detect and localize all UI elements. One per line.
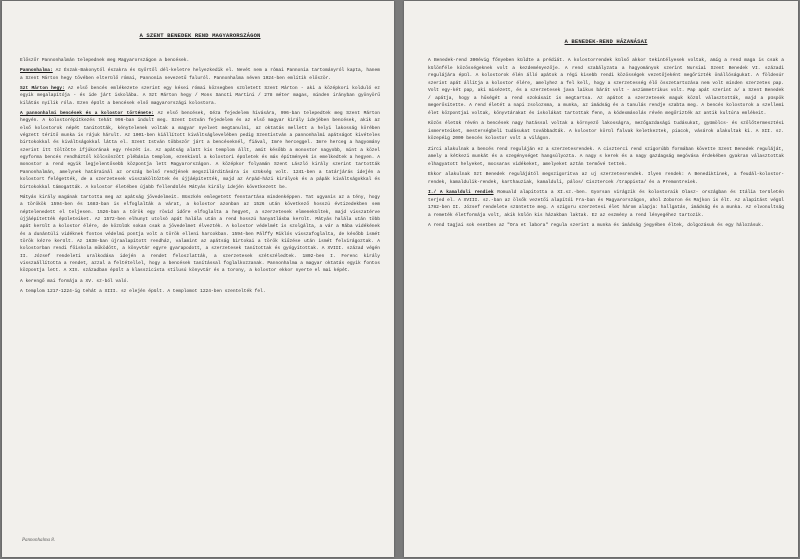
paragraph-text: Mátyás király magának tartotta meg az apátság jövedelmeit. Büszkén emlegetett fenntartása mindenképpen. Tat ugyanis az a tény, hogy a törökök 1594-ben és 1683-ban is elfoglalták a várat, a kolostor azonban az 1526 után következő hosszú évtizedekben sem néptelenedett el teljesen. 1526-ban a török egy rövid időre elfoglalta a hegyet, a szerzetesek elmenekültek, majd visszatérve újjáépítették épületeiket. Az 1572-ben elhunyt utolsó apát halála után a rend hosszú hanyatlásba került. Mátyás halála után több apát került a kolostor élére, de közülük sokan csak a jövedelmet élvezték. A kolostor védelmét is szolgálta, a vár a Rába vidékének és a dunántúli vidéknek fontos védelmi pontja volt a török elleni harcokban. 1594-ben Pálffy Miklós visszafoglalta, de később ismét török kézre került. Az 1638-ban újraalapított rendház, valamint az apátság birtokai a török kiűzése után ismét felvirágoztak. A kolostorban rendi főiskola működött, a könyvtár egyre gyarapodott, a szerzetesek tanítottak és gyógyítottak. A XVIII. század végén II. József rendeleti uralkodása idején a rendet feloszlatták, a szerzetesek szétszéledtek. 1802-ben I. Ferenc király visszaállította a rendet, azzal a feltétellel, hogy a bencések tanítással foglalkozzanak. Pannonhalma a magyar oktatás egyik fontos központja lett. A XIX. században épült a klasszicista stílusú könyvtár és a torony, a kolostor ekkor nyerte el mai képét. — [20, 194, 380, 274]
paragraph — [428, 189, 784, 219]
paragraph-text: Előszőr Pannonhalmán telepednek meg Magyarországon a bencések. — [20, 58, 190, 63]
right-page-title: A BENEDEK-REND HÁZANÁSAI — [564, 38, 648, 45]
paragraph-text: Zirci alakulnak a bencés rend reguláján ez a szerzetesrendek. A ciszterci rend szigorúbb formában követte Szent Benedek reguláját, amely a kétkezi munkát és a szegénységet hangsúlyozta. A nagy s kerek és a nagy gazdagság megóvása érdekében gyakran választottak elhagyatott helyeket, mocsaras vidékeket, amelyeket aztán termővé tettek. — [428, 146, 784, 167]
paragraph-text: Az Észak-Bakonytól északra és Győrtől dél-keletre helyezkedik el. Nevét nem a római Pannonia tartományról kapta, hanem a Szent Márton hegy tövében elterülő római, Pannonia nevezetű faluról. Pannonhalma néven 1924-ben említik először. — [20, 68, 380, 81]
paragraph — [428, 120, 784, 143]
handwritten-footnote: Pannonhalma 8. — [22, 538, 56, 543]
paragraph — [20, 278, 380, 285]
left-page-title: A SZENT BENEDEK REND MAGYARORSZÁGON — [139, 32, 261, 39]
paragraph — [428, 171, 784, 186]
paragraph-text: A Benedek-rend 300évig főnyeben küldte a prédiát. A kolostorrendek külső akkor tekintélyesek voltak, amíg a rend maga is csak a különféle közösségeknek volt a kezdeményezője. A rend szabályzata a hagyományok szerint Nursiai Szent Benedek VI. századi regulájára épül. A kolostorok élén álló apátok a régi kisebb rendi közösségek vezetőjeként megőrizték önállóságukat. A földesúr szerint apát állítja a kolostor élére, amelyhez a fel kell, hogy a szerzetesség élő összetartozása nem volt minden szerzetes pap. Volt egy-két pap, aki misézett, és a szerzetesek java laikus bárát volt - aszimmetrikus volt. Pap apát szerint a/ a Szent Benedek / apátja, hogy a hűségét a rend szokásait is megtartsa. Az apátot a szerzetesek maguk közül választották, majd a püspök megerősítette. A rend életét a napi zsolozsma, a munka, az imádság és a tanulás rendje szabta meg. A bencés kolostorok a szellemi élet központjai voltak, könyvtárakat és iskolákat tartottak fenn, a kódexmásolás révén megőrizték az antik kultúra emlékeit. — [428, 58, 784, 116]
paragraph — [428, 57, 784, 117]
paragraph — [20, 110, 380, 191]
paragraph — [428, 222, 784, 230]
paragraph-text: Az első bencések, Géza fejedelem hívására, 996-ban telepedtek meg Szent Márton hegyén. A kolostorépítkezés tehát 996-ban indult meg. Szent István fejedelem és az első magyar király idejében bencések, akik az első kolostorok népét tanították, kénytelenek voltak a magyar nyelvet megtanulni, az oktatás mellett a helyi lakosság körében végzett térítő munka is rájuk hárult. Az 1001-ben kiállított kiváltságlevelében pedig Szentistván a pannonhalmi apátságot kivételes birtokokkal és kiváltságokkal látta el. Szent István többször járt a bencéseknél, fiával, Imre herceggel. Imre herceg a hagyomány szerint itt töltötte ifjúkorának egy részét is. Az apátság alatt kis templom állt, amit később a monostor nagyobb, mint a közel egyforma bencés rendháztól kölcsönzött plébánia templom, ezenkívül a kolostori épületek és más építmények is emelkedtek a hegyen. A monostor a rend egyik legjelentősebb központja lett Magyarországon. A középkor folyamán Szent László király szerint tartották Pannonhalmán, amelynek határainál az ország belső rendjének megszilárdítására is szükség volt. 1241-ben a tatárjárás idején a kolostort felégették, de a szerzetesek visszaköltöztek és újjáépítették, majd az Árpád-házi királyok és a pápák kiváltságokkal és birtokokkal támogatták. A kolostor életében újabb fellendülés Mátyás király idején következett be. — [20, 111, 381, 190]
paragraph-text: A kerengő mai formája a XV. sz-ból való. — [20, 278, 130, 284]
paragraph-heading: Szt Márton hegy: — [20, 86, 65, 92]
paragraph-heading: A pannonhalmi bencések és a kolostor története: — [20, 111, 154, 117]
right-page — [404, 1, 798, 557]
paragraph-text: Közös életük révén a bencések nagy hatással voltak a környező lakosságra, mezőgazdasági tudásukat, gyümölcs- és szőlőtermesztési ismereteiket, mesterségbeli tudásukat továbbadták. A kolostor körül falvak keletkeztek, piacok, vásárok alakultak ki. A XII. sz. közepéig 2000 bencés kolostor volt a világon. — [428, 121, 784, 141]
paragraph-heading: Pannonhalma: — [20, 68, 53, 74]
paragraph — [20, 85, 380, 107]
paragraph — [20, 288, 380, 295]
paragraph-text: Ekkor alakulnak Szt Benedek regulájától megszigorítva az uj szerzetesrendek. Ilyen rendek: A Benediktinek, a feudál-kolostor-rendek, kamaldulik-rendek, karthauziak, kamalduli, pálos/ Cisztercek /trappista/ és a Premontreiek. — [428, 172, 784, 185]
paragraph-heading: I./ A kamalduli rendiek — [428, 190, 494, 195]
paragraph-text: Romuald alapította a XI.sz.-ben. Gyorsan virágzik és kolostoraik Olasz- országban és Itália területén terjed el. A XVIII. sz.-ban az ölsők vezetői alapítói Fra-ban és Magyarországon, ahol Zoboron és Majkon is élt. Az alapítást végül 1782-ben II. József rendelete szüntette meg. A szigoru szerzetesi élet három alapja: hallgatás, imádság és a munka. Az elvonultság a remeték életformája volt, akik külön kis házakban laktak. Ez az eszmény a rend lényegéhez tartozik. — [428, 190, 784, 218]
paragraph — [20, 67, 380, 82]
paragraph — [20, 194, 380, 275]
left-page — [2, 1, 394, 557]
paragraph-text: A templom 1217-1224-ig tehát a XIII. sz elején épült. A templomot 1224-ben szentelték fel. — [20, 288, 266, 294]
left-page-content — [20, 32, 380, 298]
paragraph — [20, 57, 380, 64]
paragraph-text: A rend tagjai sok esetben az "Ora et labora" regula szerint a munka és imádság jegyében éltek, dolgozásuk és egy hálozásuk. — [428, 223, 764, 228]
paragraph-text: Az első bencés emlékezete szerint egy kései római közsegben született Szent Márton - aki a középkori kolduló ez egyik megalapítója - és ide járt iskolába. A Szt Márton hegy / Mons Sancti Martini / 278 méter magas, minden irányban gyönyörű kilátás nyílik róla. Ezen épült a bencések első magyarországi kolostora. — [20, 86, 380, 106]
right-page-content — [428, 38, 784, 233]
paragraph — [428, 146, 784, 169]
